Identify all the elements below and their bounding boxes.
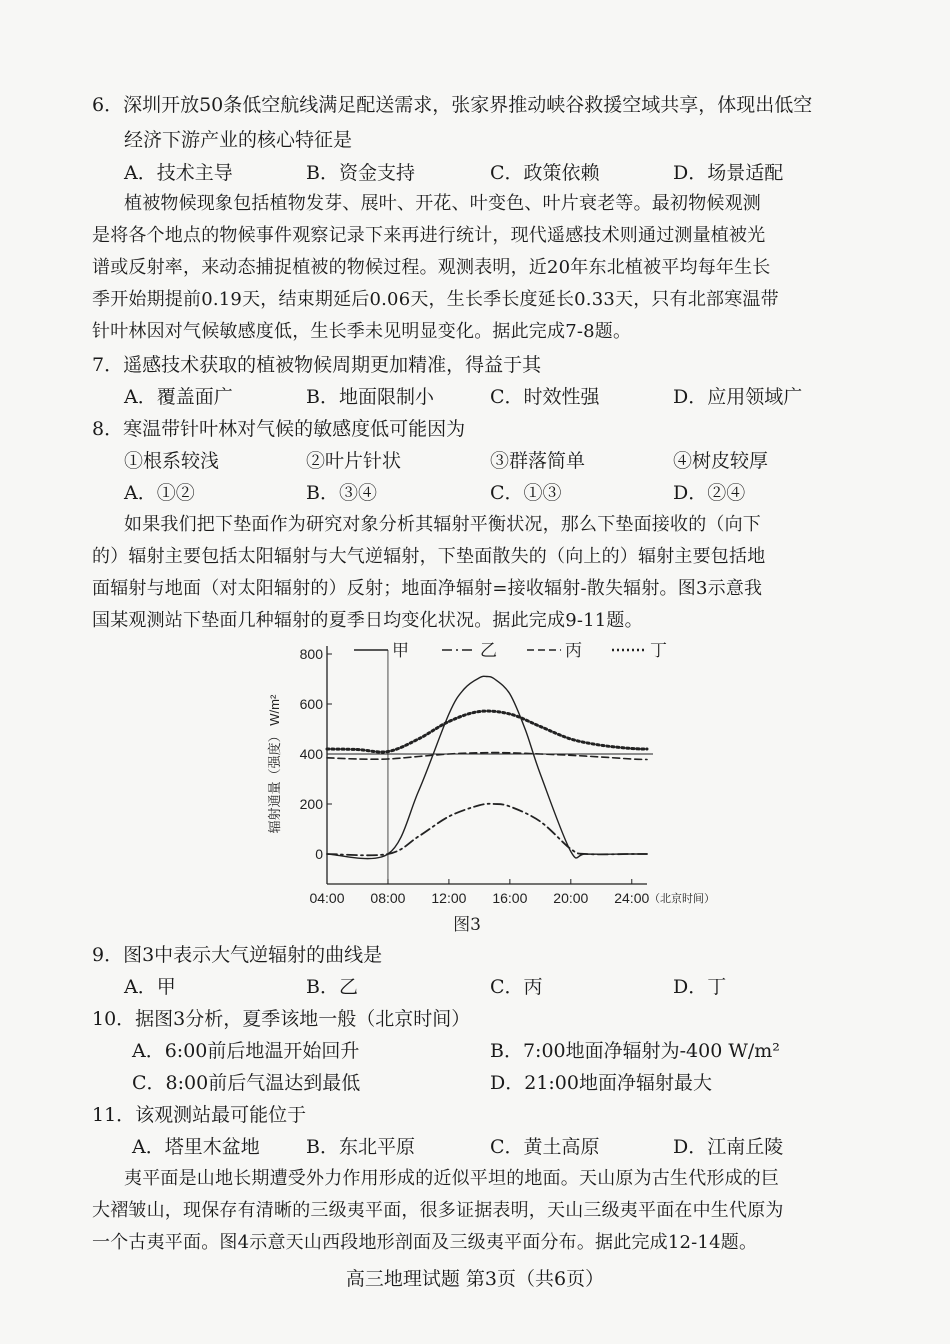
figure-3 (262, 640, 712, 940)
q11-option-b: B．东北平原 (306, 1136, 415, 1158)
passage-9-11-line1: 如果我们把下垫面作为研究对象分析其辐射平衡状况，那么下垫面接收的（向下 (124, 514, 761, 535)
passage-9-11-line3: 面辐射与地面（对太阳辐射的）反射；地面净辐射=接收辐射-散失辐射。图3示意我 (92, 578, 763, 599)
x-tick-label: 24:00 (614, 890, 650, 906)
q8-item-1: ①根系较浅 (124, 450, 220, 472)
q6-option-c: C．政策依赖 (490, 162, 600, 184)
legend-label-1: 甲 (392, 641, 409, 661)
q7-option-a: A．覆盖面广 (124, 386, 233, 408)
series-line-2 (327, 804, 647, 856)
q9-option-d: D．丁 (673, 976, 727, 998)
y-tick-label: 200 (299, 796, 323, 812)
q10-option-a: A．6:00前后地温开始回升 (132, 1040, 360, 1062)
q6-stem-line1: 6．深圳开放50条低空航线满足配送需求，张家界推动峡谷救援空域共享，体现出低空 (92, 94, 813, 116)
q11-option-a: A．塔里木盆地 (132, 1136, 260, 1158)
q11-option-c: C．黄土高原 (490, 1136, 600, 1158)
q8-item-3: ③群落简单 (490, 450, 586, 472)
passage-7-8-line3: 谱或反射率，来动态捕捉植被的物候过程。观测表明，近20年东北植被平均每年生长 (92, 257, 771, 278)
x-tick-label: 16:00 (492, 890, 528, 906)
q6-stem-line2: 经济下游产业的核心特征是 (124, 129, 353, 151)
x-tick-label: 12:00 (431, 890, 467, 906)
passage-9-11-line4: 国某观测站下垫面几种辐射的夏季日均变化状况。据此完成9-11题。 (92, 610, 643, 631)
q8-stem: 8．寒温带针叶林对气候的敏感度低可能因为 (92, 418, 466, 440)
y-tick-label: 400 (299, 746, 323, 762)
q6-option-a: A．技术主导 (124, 162, 233, 184)
q8-option-a: A．①② (124, 482, 195, 504)
q8-item-2: ②叶片针状 (306, 450, 402, 472)
passage-7-8-line5: 针叶林因对气候敏感度低，生长季未见明显变化。据此完成7-8题。 (92, 321, 632, 342)
passage-7-8-line1: 植被物候现象包括植物发芽、展叶、开花、叶变色、叶片衰老等。最初物候观测 (124, 193, 761, 214)
x-axis-label: （北京时间） (649, 893, 712, 905)
y-axis-label: 辐射通量（强度） W/m² (267, 694, 282, 834)
q8-option-b: B．③④ (306, 482, 377, 504)
q8-item-4: ④树皮较厚 (673, 450, 769, 472)
x-tick-label: 04:00 (309, 890, 345, 906)
series-line-1 (327, 676, 647, 858)
q10-option-c: C．8:00前后气温达到最低 (132, 1072, 361, 1094)
q6-option-b: B．资金支持 (306, 162, 415, 184)
radiation-chart (262, 640, 712, 940)
y-tick-label: 0 (315, 846, 323, 862)
q6-option-d: D．场景适配 (673, 162, 784, 184)
q7-option-b: B．地面限制小 (306, 386, 434, 408)
y-tick-label: 800 (299, 646, 323, 662)
q9-option-c: C．丙 (490, 976, 543, 998)
q11-option-d: D．江南丘陵 (673, 1136, 784, 1158)
q11-stem: 11．该观测站最可能位于 (92, 1104, 307, 1126)
page-footer: 高三地理试题 第3页（共6页） (345, 1268, 605, 1290)
q7-option-d: D．应用领域广 (673, 386, 803, 408)
figure-caption: 图3 (453, 915, 481, 935)
legend-label-2: 乙 (480, 641, 497, 661)
q8-option-c: C．①③ (490, 482, 562, 504)
series-line-4 (327, 711, 647, 752)
passage-12-14-line3: 一个古夷平面。图4示意天山西段地形剖面及三级夷平面分布。据此完成12-14题。 (92, 1232, 758, 1253)
passage-12-14-line1: 夷平面是山地长期遭受外力作用形成的近似平坦的地面。天山原为古生代形成的巨 (124, 1168, 780, 1189)
x-tick-label: 20:00 (553, 890, 589, 906)
q9-option-a: A．甲 (124, 976, 176, 998)
q7-option-c: C．时效性强 (490, 386, 600, 408)
q10-option-b: B．7:00地面净辐射为-400 W/m² (490, 1040, 780, 1062)
q9-stem: 9．图3中表示大气逆辐射的曲线是 (92, 944, 383, 966)
legend-label-3: 丙 (565, 641, 582, 661)
legend-label-4: 丁 (650, 641, 667, 661)
passage-7-8-line2: 是将各个地点的物候事件观察记录下来再进行统计，现代遥感技术则通过测量植被光 (92, 225, 766, 246)
q10-option-d: D．21:00地面净辐射最大 (490, 1072, 712, 1094)
passage-12-14-line2: 大褶皱山，现保存有清晰的三级夷平面，很多证据表明，天山三级夷平面在中生代原为 (92, 1200, 784, 1221)
passage-7-8-line4: 季开始期提前0.19天，结束期延后0.06天，生长季长度延长0.33天，只有北部寒温带 (92, 289, 779, 310)
x-tick-label: 08:00 (370, 890, 406, 906)
q9-option-b: B．乙 (306, 976, 358, 998)
q8-option-d: D．②④ (673, 482, 746, 504)
q7-stem: 7．遥感技术获取的植被物候周期更加精准，得益于其 (92, 354, 542, 376)
y-tick-label: 600 (299, 696, 323, 712)
q10-stem: 10．据图3分析，夏季该地一般（北京时间） (92, 1008, 471, 1030)
passage-9-11-line2: 的）辐射主要包括太阳辐射与大气逆辐射，下垫面散失的（向上的）辐射主要包括地 (92, 546, 766, 567)
